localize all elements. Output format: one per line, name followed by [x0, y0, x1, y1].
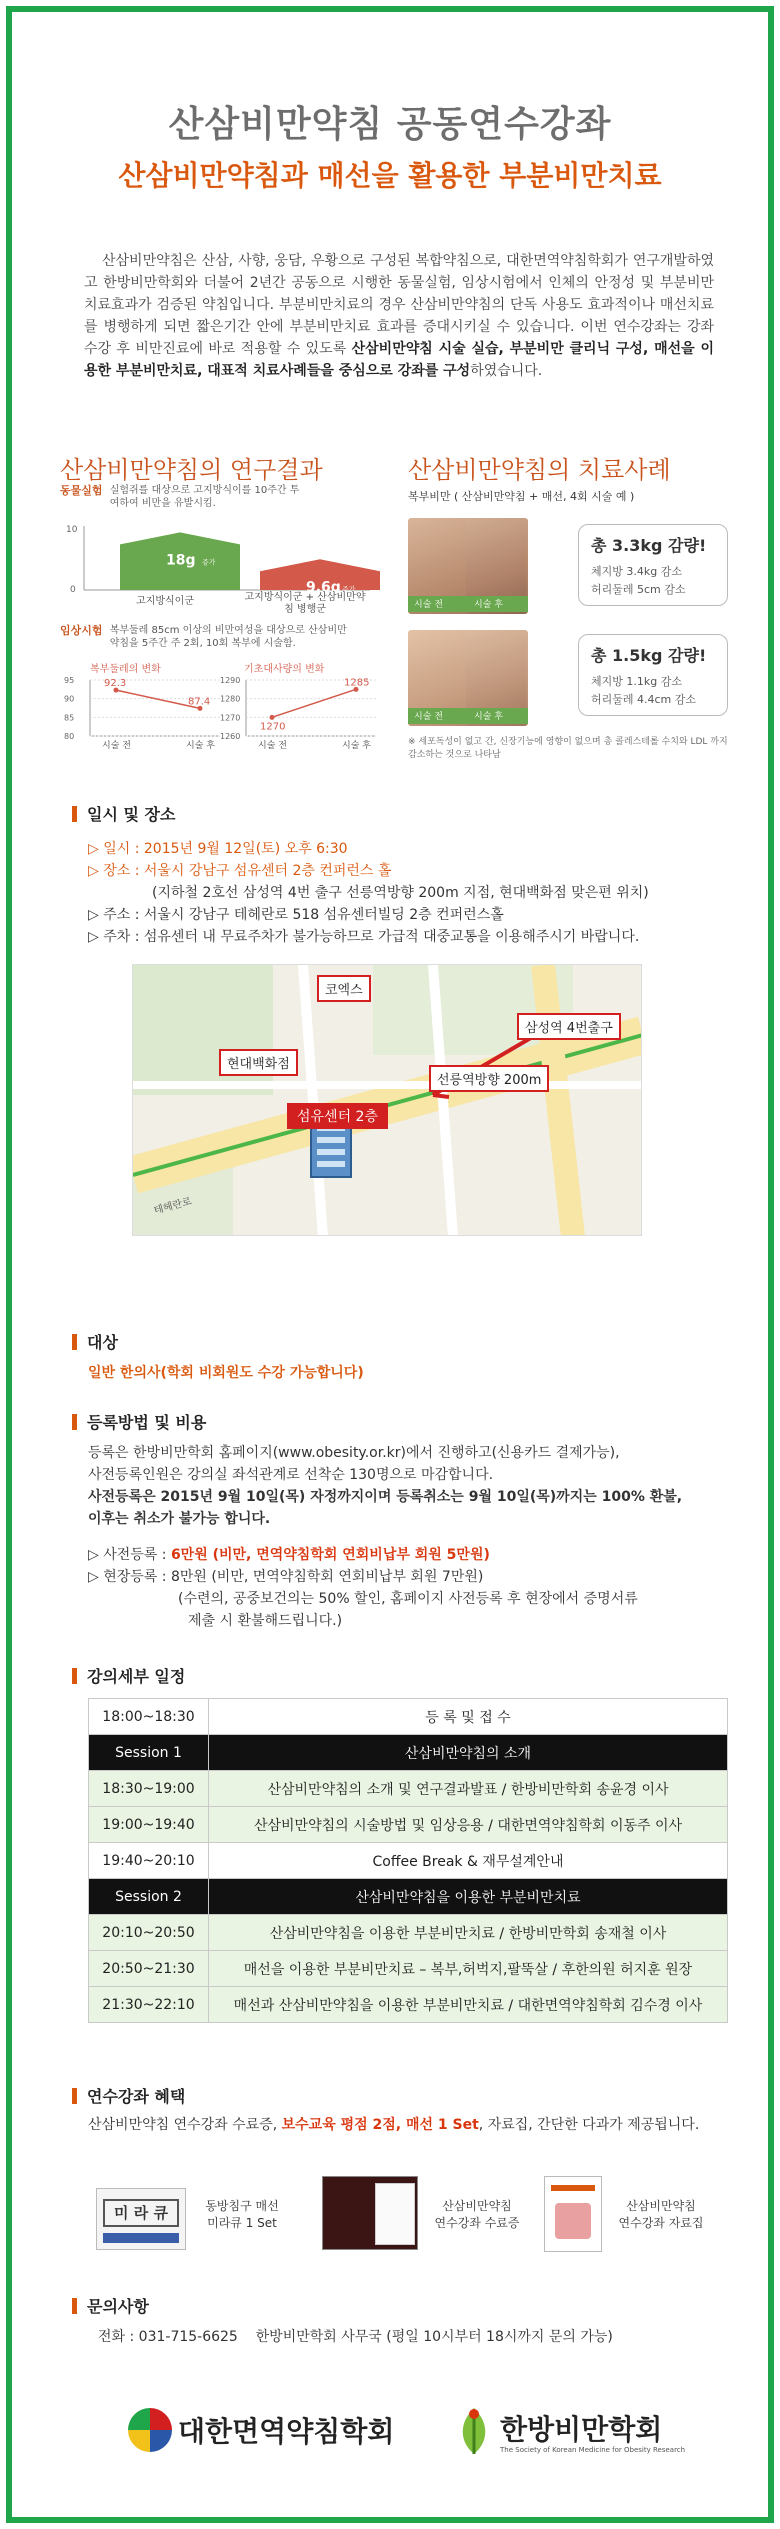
x-tick-label: 시술 후 — [186, 741, 215, 751]
case1-after-label: 시술 후 — [474, 600, 503, 610]
schedule-content: 산삼비만약침의 소개 및 연구결과발표 / 한방비만학회 송윤경 이사 — [209, 1771, 728, 1807]
cases-heading: 산삼비만약침의 치료사례 — [408, 456, 671, 484]
map-label-hyundai: 현대백화점 — [219, 1049, 298, 1076]
data-label: 1285 — [344, 677, 370, 689]
bar-value-label: 9.6g — [306, 579, 341, 596]
reg-pre-label: ▷ 사전등록 : — [88, 1547, 171, 1563]
proceedings-image — [544, 2176, 602, 2252]
location-map — [132, 964, 642, 1236]
heading-text: 대상 — [87, 1333, 118, 1352]
y-tick-label: 1280 — [220, 694, 241, 704]
miracue-logo: 미 라 큐 — [103, 2199, 179, 2227]
cases-subtitle: 복부비만 ( 산삼비만약침 + 매선, 4회 시술 예 ) — [408, 490, 635, 503]
schedule-row — [89, 1915, 728, 1951]
schedule-time: Session 2 — [89, 1879, 209, 1915]
data-label: 92.3 — [104, 678, 127, 690]
metab-chart-title: 기초대사량의 변화 — [244, 664, 325, 675]
reg-line-2: 사전등록인원은 강의실 좌석관계로 선착순 130명으로 마감합니다. — [88, 1467, 494, 1483]
lecture-schedule — [88, 1698, 728, 2023]
schedule-content: 등 록 및 접 수 — [209, 1699, 728, 1735]
case1-fat: 체지방 3.4kg 감소 — [591, 565, 682, 578]
session-header-row — [89, 1735, 728, 1771]
event-parking: ▷ 주차 : 섬유센터 내 무료주차가 불가능하므로 가급적 대중교통을 이용해주시기 바랍니다. — [88, 929, 640, 945]
proceedings-cover-art — [555, 2203, 591, 2239]
data-label: 1270 — [260, 721, 286, 733]
lectures-heading — [72, 1664, 185, 1687]
y-tick-label: 95 — [64, 676, 75, 685]
benefits-text-1: 산삼비만약침 연수강좌 수료증, — [88, 2117, 282, 2133]
event-date: ▷ 일시 : 2015년 9월 12일(토) 오후 6:30 — [88, 841, 348, 857]
y-tick-label: 80 — [64, 732, 75, 741]
bar-low-caption: 고지방식이군 + 산삼비만약침 병행군 — [244, 592, 366, 615]
case2-result-bubble — [578, 634, 728, 716]
schedule-content: 산삼비만약침을 이용한 부분비만치료 / 한방비만학회 송재철 이사 — [209, 1915, 728, 1951]
y-tick-label: 0 — [70, 585, 76, 595]
reg-onsite-value: 8만원 (비만, 면역약침학회 연회비납부 회원 7만원) — [170, 1569, 484, 1585]
clinical-block — [60, 624, 380, 650]
heading-text: 일시 및 장소 — [87, 805, 176, 824]
target-text: 일반 한의사(학회 비회원도 수강 가능합니다) — [88, 1365, 364, 1381]
y-tick-label: 1290 — [220, 676, 241, 685]
heading-bar — [72, 1414, 77, 1430]
obesity-society-subtitle: The Society of Korean Medicine for Obesity Research — [500, 2446, 686, 2454]
contact-text: 전화 : 031-715-6625 한방비만학회 사무국 (평일 10시부터 18시까지 문의 가능) — [98, 2329, 613, 2345]
heading-bar — [72, 1668, 77, 1684]
y-tick-label: 1270 — [220, 713, 241, 723]
miracue-package — [96, 2188, 186, 2250]
certificate-image — [322, 2176, 418, 2250]
case1-waist: 허리둘레 5cm 감소 — [591, 583, 686, 596]
map-label-center: 섬유센터 2층 — [287, 1103, 388, 1129]
benefits-text-2: , 자료집, 간단한 다과가 제공됩니다. — [478, 2117, 700, 2133]
schedule-row — [89, 1807, 728, 1843]
animal-label: 동물실험 — [60, 484, 103, 497]
target-heading — [72, 1330, 118, 1353]
heading-text: 연수강좌 혜택 — [87, 2087, 186, 2106]
schedule-content: 산삼비만약침의 소개 — [209, 1735, 728, 1771]
reg-line-3: 사전등록은 2015년 9월 10일(목) 자정까지이며 등록취소는 9월 10일(목)까지는 100% 환불, — [88, 1489, 683, 1505]
benefit-card-3-line-2: 연수강좌 자료집 — [618, 2216, 704, 2230]
benefit-card-3-line-1: 산삼비만약침 — [626, 2199, 696, 2213]
heading-text: 문의사항 — [87, 2297, 149, 2316]
y-tick-label: 85 — [64, 713, 75, 723]
immune-society-logo: 대한면역약침학회 — [178, 2415, 395, 2448]
page-subtitle: 산삼비만약침과 매선을 활용한 부분비만치료 — [118, 159, 662, 192]
case1-total: 총 3.3kg 감량! — [591, 536, 707, 555]
schedule-time: 20:10~20:50 — [89, 1915, 209, 1951]
schedule-row — [89, 1699, 728, 1735]
intro-text-bold: 산삼비만약침 시술 실습, 부분비만 클리닉 구성, 매선을 이용한 부분비만치료, 대표적 치료사례들을 중심으로 강좌를 구성 — [84, 341, 714, 379]
bar-unit-label: 증가 — [342, 585, 356, 594]
obesity-society-emblem-icon — [454, 2404, 494, 2456]
case2-fat: 체지방 1.1kg 감소 — [591, 675, 682, 688]
clinical-label: 임상시험 — [60, 624, 103, 637]
benefit-card-3 — [606, 2198, 716, 2232]
reg-pre-value: 6만원 (비만, 면역약침학회 연회비납부 회원 5만원) — [170, 1547, 490, 1563]
schedule-time: 19:00~19:40 — [89, 1807, 209, 1843]
page-frame — [6, 6, 774, 2523]
schedule-content: 매선을 이용한 부분비만치료 – 복부,허벅지,팔뚝살 / 후한의원 허지훈 원장 — [209, 1951, 728, 1987]
event-address: ▷ 주소 : 서울시 강남구 테헤란로 518 섬유센터빌딩 2층 컨퍼런스홀 — [88, 907, 504, 923]
schedule-content: 매선과 산삼비만약침을 이용한 부분비만치료 / 대한면역약침학회 김수경 이사 — [209, 1987, 728, 2023]
heading-text: 등록방법 및 비용 — [87, 1413, 207, 1432]
case2-total: 총 1.5kg 감량! — [591, 646, 707, 665]
schedule-time: 21:30~22:10 — [89, 1987, 209, 2023]
reg-onsite-label: ▷ 현장등록 : — [88, 1569, 171, 1585]
proceedings-title-stripe — [551, 2185, 595, 2191]
research-heading: 산삼비만약침의 연구결과 — [60, 456, 323, 484]
case1-before-label: 시술 전 — [414, 600, 443, 610]
x-tick-label: 시술 후 — [342, 741, 371, 751]
heading-bar — [72, 2088, 77, 2104]
schedule-time: 18:00~18:30 — [89, 1699, 209, 1735]
event-place-detail: (지하철 2호선 삼성역 4번 출구 선릉역방향 200m 지점, 현대백화점 맞은편 위치) — [152, 885, 649, 901]
bar-unit-label: 증가 — [202, 558, 216, 567]
intro-text-2: 하였습니다. — [470, 363, 543, 379]
intro-paragraph — [84, 250, 714, 382]
schedule-content: Coffee Break & 재무설계안내 — [209, 1843, 728, 1879]
certificate-page — [375, 2183, 415, 2245]
benefit-card-1 — [192, 2198, 292, 2232]
case2-after-label: 시술 후 — [474, 712, 503, 722]
intro-text-1: 산삼비만약침은 산삼, 사향, 웅담, 우황으로 구성된 복합약침으로, 대한면역약침학회가 연구개발하였고 한방비만학회와 더불어 2년간 공동으로 시행한 동물실험, 임상시험에서 인체의 안정성 및 부분비만치료효과가 검증된 약침입니다. 부분비만치료의 경우 산삼비만약침의 단독 사용도 효과적이나 매선치료를 병행하게 되면 짧은기간 안에 부분비만치료 효과를 증대시키실 수 있습니다. 이번 연수강좌는 강좌 수강 후 비만진료에 바로 적용할 수 있도록 — [84, 253, 714, 357]
heading-bar — [72, 806, 77, 822]
map-label-coex: 코엑스 — [317, 975, 371, 1002]
registration-heading — [72, 1410, 206, 1433]
schedule-row — [89, 1843, 728, 1879]
map-road-label: 테헤란로 — [152, 1196, 193, 1217]
reg-note-1: (수련의, 공중보건의는 50% 할인, 홈페이지 사전등록 후 현장에서 증명서류 — [178, 1591, 638, 1607]
waist-chart-title: 복부둘레의 변화 — [90, 664, 161, 675]
session-header-row — [89, 1879, 728, 1915]
benefit-card-2 — [422, 2198, 532, 2232]
schedule-content: 산삼비만약침을 이용한 부분비만치료 — [209, 1879, 728, 1915]
series-line — [272, 689, 356, 717]
miracue-stripe — [103, 2233, 179, 2243]
contact-heading — [72, 2294, 149, 2317]
schedule-row — [89, 1987, 728, 2023]
schedule-place-heading — [72, 802, 175, 825]
case2-waist: 허리둘레 4.4cm 감소 — [591, 693, 697, 706]
lecture-table — [88, 1698, 728, 2023]
reg-onsite — [88, 1566, 483, 1588]
schedule-time: 18:30~19:00 — [89, 1771, 209, 1807]
x-tick-label: 시술 전 — [102, 741, 131, 751]
benefits-text — [88, 2114, 718, 2136]
clinical-desc: 복부둘레 85cm 이상의 비만여성을 대상으로 산삼비만약침을 5주간 주 2회, 10회 복부에 시술함. — [109, 625, 347, 649]
animal-block — [60, 484, 370, 510]
data-label: 87.4 — [188, 696, 211, 708]
bar-value-label: 18g — [166, 552, 196, 569]
reg-pre — [88, 1544, 490, 1566]
reg-line-1: 등록은 한방비만학회 홈페이지(www.obesity.or.kr)에서 진행하고(신용카드 결제가능), — [88, 1445, 620, 1461]
map-roads — [133, 965, 642, 1236]
heading-text: 강의세부 일정 — [87, 1667, 186, 1686]
animal-desc: 실험쥐를 대상으로 고지방식이를 10주간 투여하여 비만을 유발시킴. — [109, 485, 300, 509]
benefit-card-2-line-1: 산삼비만약침 — [442, 2199, 512, 2213]
reg-line-4: 이후는 취소가 불가능 합니다. — [88, 1511, 271, 1527]
event-place: ▷ 장소 : 서울시 강남구 섬유센터 2층 컨퍼런스 홀 — [88, 863, 392, 879]
benefits-heading — [72, 2084, 185, 2107]
reg-note-2: 제출 시 환불해드립니다.) — [188, 1613, 343, 1629]
obesity-society-logo: 한방비만학회 — [500, 2413, 663, 2446]
page-title: 산삼비만약침 공동연수강좌 — [168, 104, 612, 145]
x-tick-label: 시술 전 — [258, 741, 287, 751]
schedule-time: 19:40~20:10 — [89, 1843, 209, 1879]
immune-society-emblem-icon — [128, 2408, 172, 2452]
schedule-time: Session 1 — [89, 1735, 209, 1771]
cases-note: ※ 세포독성이 없고 간, 신장기능에 영향이 없으며 총 콜레스테롤 수치와 LDL 까지 감소하는 것으로 나타남 — [408, 737, 728, 760]
map-label-seolleung: 선릉역방향 200m — [429, 1065, 549, 1092]
benefit-card-1-line-2: 미라큐 1 Set — [207, 2216, 277, 2230]
benefits-text-hl: 보수교육 평점 2점, 매선 1 Set — [281, 2117, 479, 2133]
clinical-line-charts — [56, 674, 386, 754]
heading-bar — [72, 2298, 77, 2314]
y-tick-label: 1260 — [220, 732, 241, 741]
schedule-time: 20:50~21:30 — [89, 1951, 209, 1987]
map-label-samsung-exit: 삼성역 4번출구 — [517, 1013, 621, 1040]
case2-before-label: 시술 전 — [414, 712, 443, 722]
schedule-row — [89, 1771, 728, 1807]
schedule-row — [89, 1951, 728, 1987]
benefit-card-1-line-1: 동방침구 매선 — [205, 2199, 279, 2213]
case1-result-bubble — [578, 524, 728, 606]
y-tick-label: 10 — [66, 525, 78, 535]
schedule-content: 산삼비만약침의 시술방법 및 임상응용 / 대한면역약침학회 이동주 이사 — [209, 1807, 728, 1843]
bar-high-caption: 고지방식이군 — [136, 596, 194, 607]
y-tick-label: 90 — [64, 694, 75, 704]
heading-bar — [72, 1334, 77, 1350]
benefit-card-2-line-2: 연수강좌 수료증 — [434, 2216, 520, 2230]
data-point — [270, 715, 275, 720]
